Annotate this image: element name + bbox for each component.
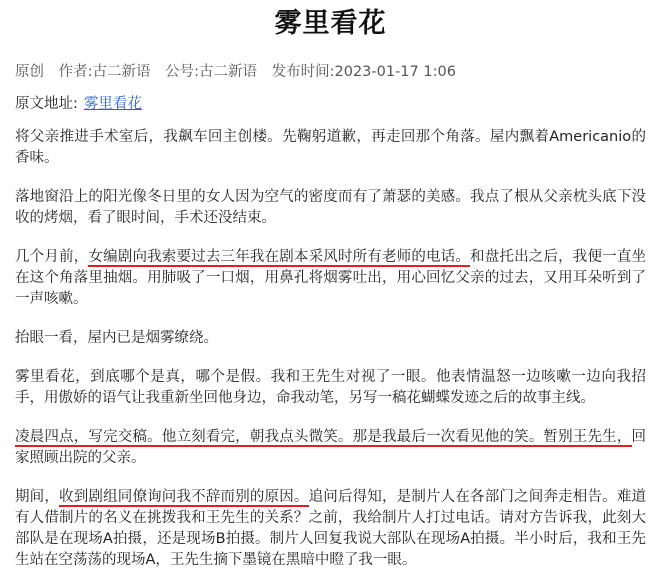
paragraph-6-rest: 回家照顾出院的父亲。 [15,429,646,466]
paragraph-4: 抬眼一看，屋内已是烟雾缭绕。 [15,330,218,346]
highlighted-phrase-2: 凌晨四点，写完交稿。他立刻看完，朝我点头微笑。那是我最后一次看见他的笑。暂别王先生， [15,429,632,445]
paragraph-7 [15,487,646,571]
paragraph-3 [15,247,646,310]
source-link[interactable]: 雾里看花 [83,96,142,112]
paragraph-3-lead: 几个月前， [15,249,89,265]
source-label: 原文地址: [15,96,78,112]
article-meta [15,62,646,82]
article-title: 雾里看花 [274,8,387,39]
original-badge: 原创 [15,64,44,80]
account-label: 公号:古二新语 [165,64,257,80]
paragraph-7-lead: 期间， [15,489,60,505]
paragraph-3-rest: 和盘托出之后，我便一直坐在这个角落里抽烟。用肺吸了一口烟，用鼻孔将烟雾吐出，用心回忆父亲的过去，又用耳朵听到了一声咳嗽。 [15,249,647,307]
publish-time: 发布时间:2023-01-17 1:06 [271,64,456,80]
paragraph-7-rest: 追问后得知，是制片人在各部门之间奔走相告。难道有人借制片的名义在挑拨我和王先生的关系？之前，我给制片人打过电话。请对方告诉我，此刻大部队是在现场A拍摄，还是现场B拍摄。制片人回复我说大部队在现场A拍摄。半小时后，我和王先生站在空荡荡的现场A，王先生摘下墨镜在黑暗中瞪了我一眼。 [15,489,647,568]
author-label: 作者:古二新语 [58,64,151,80]
paragraph-2: 落地窗沿上的阳光像冬日里的女人因为空气的密度而有了萧瑟的美感。我点了根从父亲枕头底下没收的烤烟，看了眼时间，手术还没结束。 [15,189,646,226]
paragraph-1: 将父亲推进手术室后，我飙车回主创楼。先鞠躬道歉，再走回那个角落。屋内飘着Americanio的香味。 [15,129,646,166]
source-line [15,94,646,114]
paragraph-5: 雾里看花，到底哪个是真，哪个是假。我和王先生对视了一眼。他表情温怒一边咳嗽一边向我招手，用傲娇的语气让我重新坐回他身边，命我动笔，另写一稿花蝴蝶发迹之后的故事主线。 [15,369,646,406]
highlighted-phrase-1: 女编剧向我索要过去三年我在剧本采风时所有老师的电话。 [88,249,471,265]
highlighted-phrase-3: 收到剧组同僚询问我不辞而别的原因。 [59,489,309,505]
paragraph-6 [15,427,646,469]
